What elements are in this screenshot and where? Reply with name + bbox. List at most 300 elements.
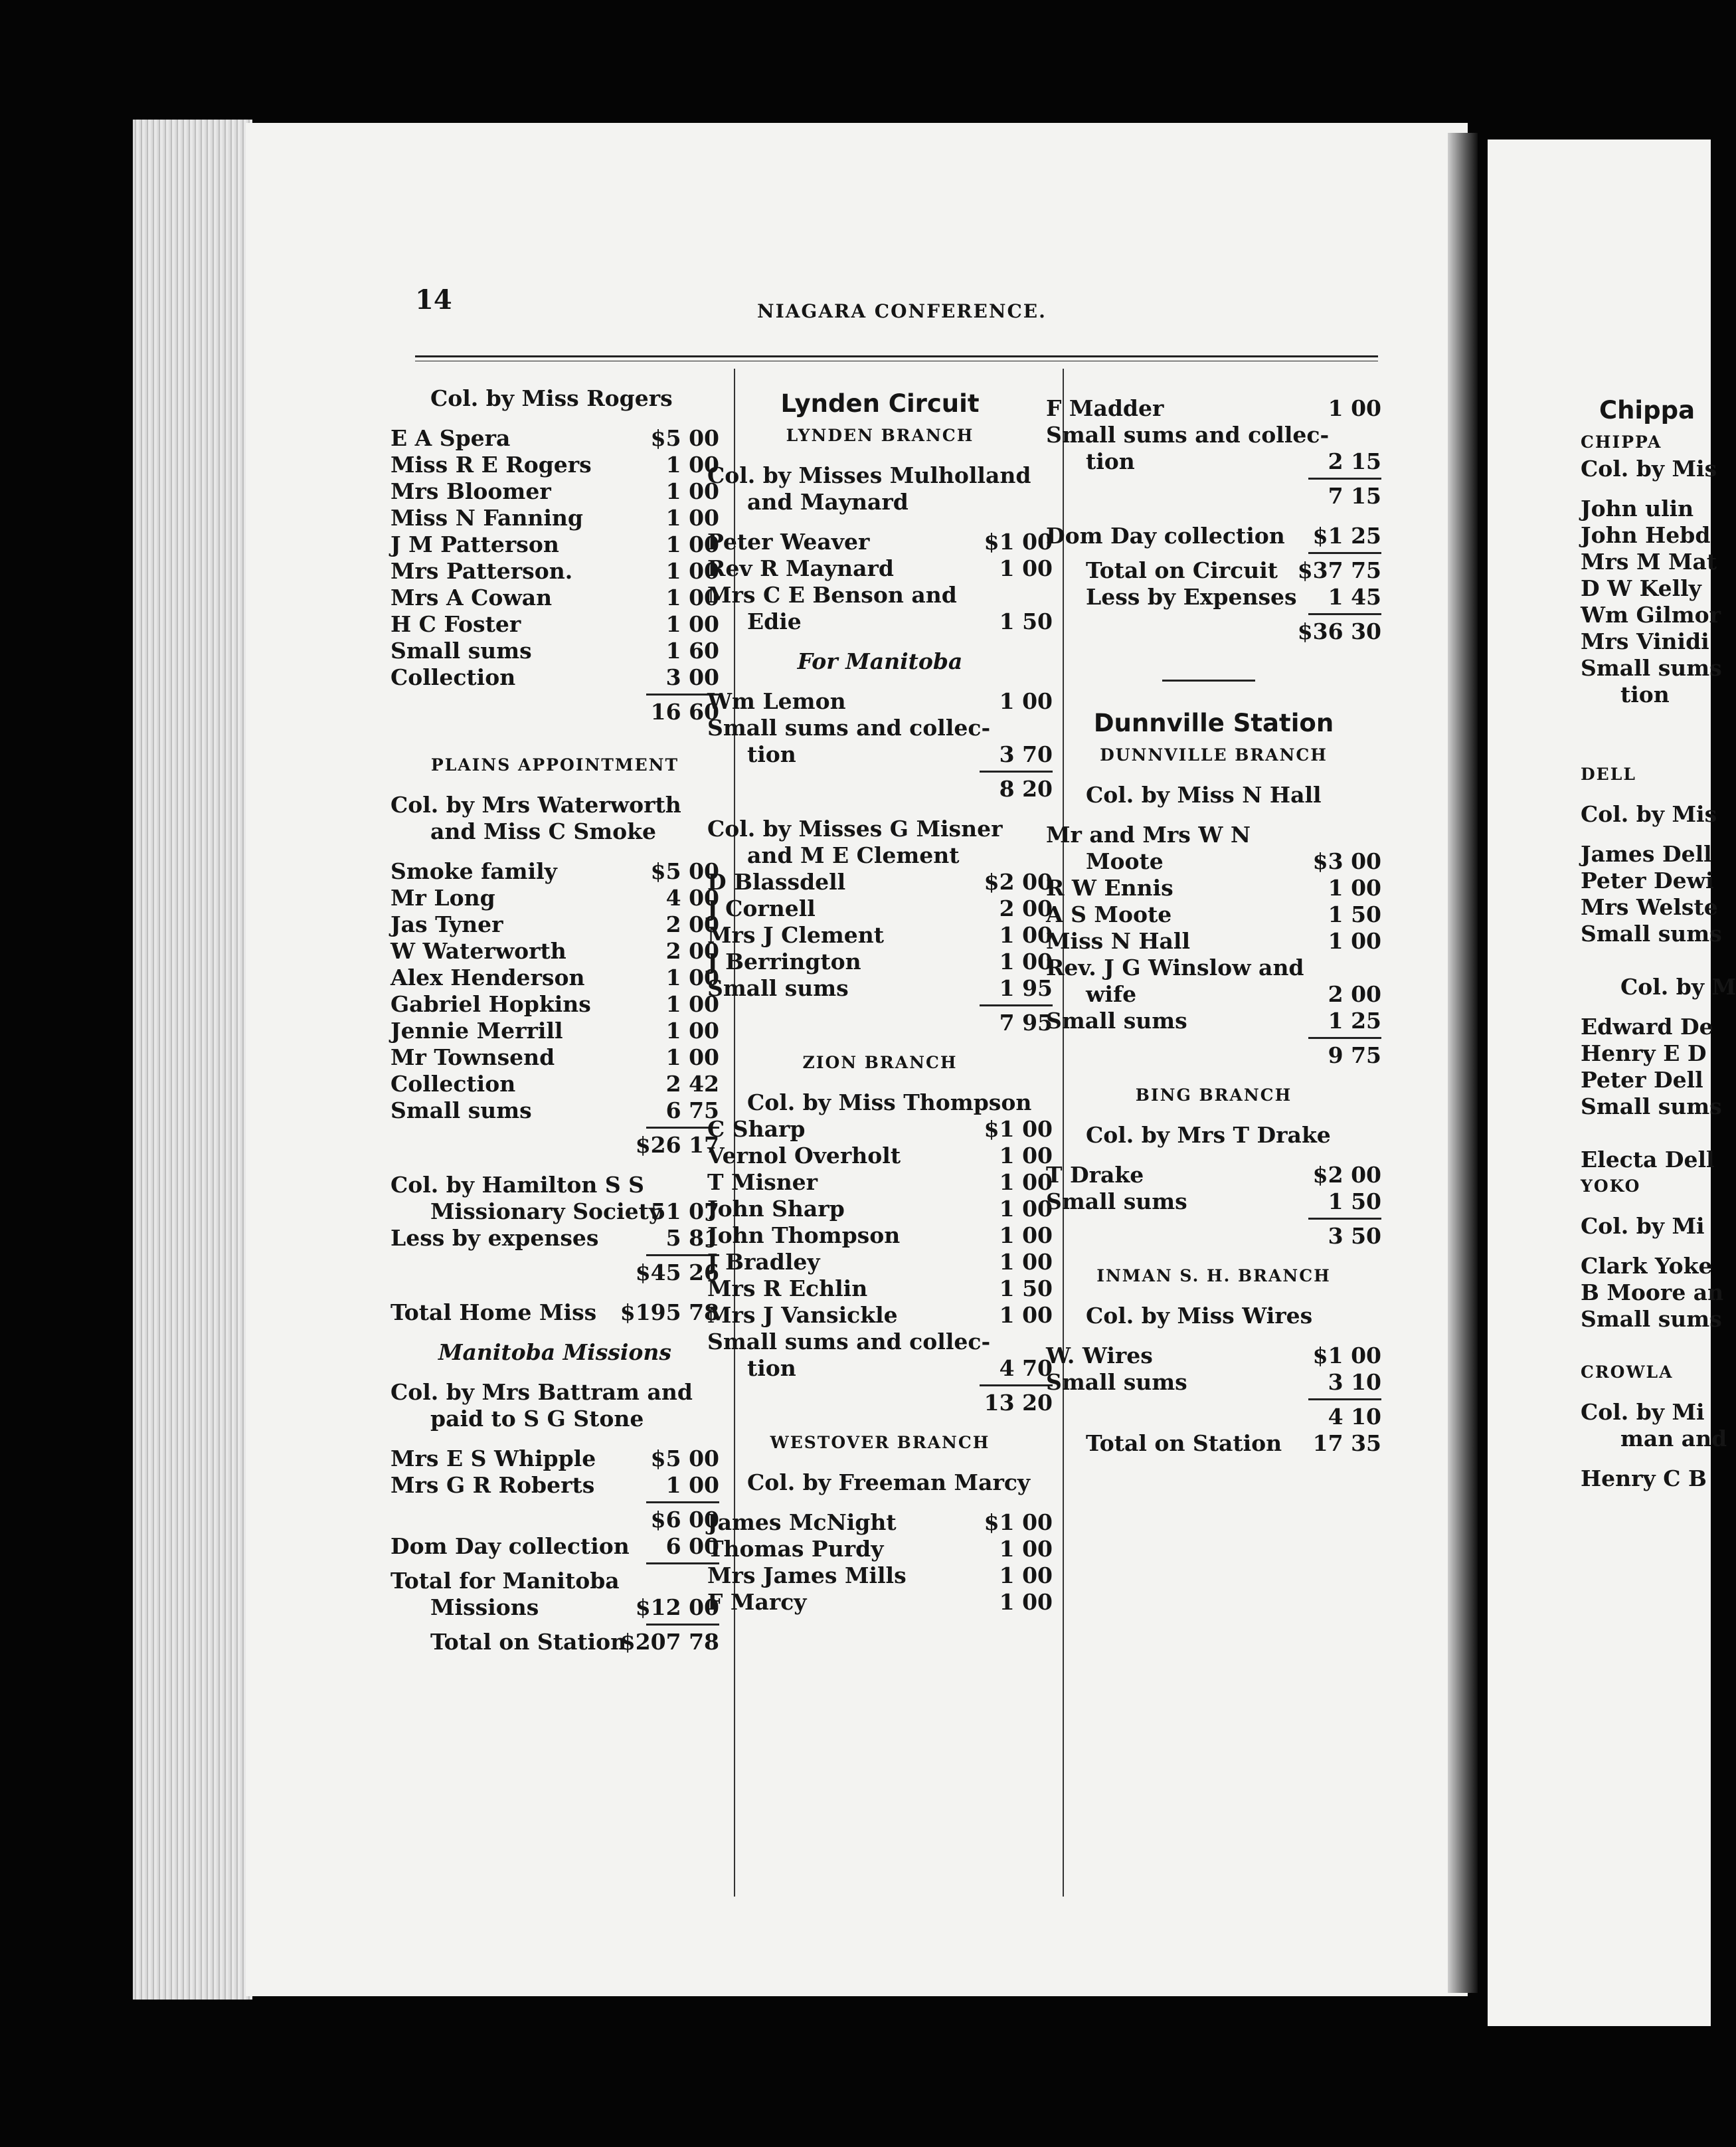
branch-heading: ZION BRANCH [802,1053,958,1072]
entry-amount: $3 00 [1312,848,1381,874]
entry-amount: 1 00 [665,1472,719,1498]
branch-heading: INMAN S. H. BRANCH [1096,1266,1331,1285]
ledger-entry [707,869,1053,895]
entry-name: Jennie Merrill [391,1018,563,1044]
entry-amount: 1 00 [999,1589,1053,1615]
sum-rule [1046,1215,1381,1223]
entry-name: wife [1086,981,1137,1007]
entry-amount: 1 00 [665,478,719,504]
collector-heading: Henry C B [1581,1465,1707,1491]
subtotal [707,776,1053,802]
collector-heading: Small sums [1581,921,1722,947]
spacer [707,635,1053,648]
entry-amount: 1 00 [999,688,1053,714]
entry-name: Mrs J Vansickle [707,1302,898,1328]
collector-heading: Mrs Welste [1581,894,1718,920]
entry-name: Peter Weaver [707,529,870,555]
collector-heading: Col. by M [1620,974,1736,1000]
entry-amount: $1 00 [1312,1343,1381,1368]
ledger-entry [707,1169,1053,1196]
sum-rule [707,768,1053,776]
entry-name: J M Patterson [391,531,559,557]
entry-name: Collection [391,1071,516,1097]
ledger-entry [1046,981,1381,1008]
branch-heading: LYNDEN BRANCH [786,426,974,445]
entry-amount: 1 00 [665,585,719,610]
subtotal-amount: $45 26 [635,1260,719,1285]
spacer [1581,1000,1713,1014]
collector-heading: Col. by Mi [1581,1213,1705,1239]
spacer [1581,735,1713,761]
entry-amount: 1 00 [999,1222,1053,1248]
ledger-entry [391,911,719,938]
spacer [1046,1109,1381,1122]
ledger-entry [391,858,719,885]
collector-heading: Small sums [1581,1306,1722,1332]
entry-amount: 1 60 [665,638,719,664]
sum-rule [391,1124,719,1132]
entry-amount: 2 00 [1328,981,1381,1007]
spacer [707,515,1053,529]
entry-name: Rev R Maynard [707,555,894,581]
ledger-entry [391,452,719,478]
ledger-entry [391,1446,719,1472]
entry-amount: 1 00 [665,991,719,1017]
entry-amount: $5 00 [650,858,719,884]
collector-heading: Wm Gilmor [1581,602,1721,628]
entry-amount: 1 95 [999,975,1053,1001]
spacer [1581,1452,1713,1465]
entry-amount: 1 00 [999,949,1053,975]
entry-name: Small sums [391,1097,532,1123]
sum-rule [707,1382,1053,1390]
subtotal [391,699,719,725]
spacer [1581,482,1713,496]
sum-rule [707,1002,1053,1010]
section-subheading: For Manitoba [797,648,963,674]
entry-amount: 3 10 [1328,1369,1381,1395]
branch-heading: YOKO [1581,1176,1641,1196]
collector-heading: Mrs Vinidi [1581,628,1709,654]
spacer [707,1076,1053,1089]
collector-heading: Peter Dewi [1581,868,1714,893]
entry-name: Mrs Patterson. [391,558,573,584]
entry-name: Gabriel Hopkins [391,991,591,1017]
collector-heading: B Moore an [1581,1279,1724,1305]
entry-name: Small sums [1046,1188,1187,1214]
entry-amount: 2 00 [665,938,719,964]
spacer [1581,788,1713,801]
entry-amount: 4 00 [665,885,719,911]
entry-amount: $1 00 [984,1509,1053,1535]
entry-amount: $1 00 [984,529,1053,555]
collector-heading: John Hebd [1581,522,1711,548]
ledger-entry [391,558,719,585]
entry-name: Mr Long [391,885,495,911]
entry-name: Miss R E Rogers [391,452,592,478]
entry-amount: $2 00 [984,869,1053,895]
entry-amount: 1 00 [665,452,719,478]
branch-heading: WESTOVER BRANCH [770,1433,990,1452]
subtotal [1046,1042,1381,1069]
ledger-entry [707,1143,1053,1169]
entry-name: John Thompson [707,1222,901,1248]
entry-name: Total on Station [1086,1430,1282,1456]
ledger-entry [1046,557,1381,584]
collector-heading: Col. by Misses G Misner [707,816,1003,842]
entry-amount: 1 00 [999,1302,1053,1328]
entry-name: Total on Station [430,1629,627,1655]
collector-heading: Total for Manitoba [391,1568,620,1594]
entry-name: Less by Expenses [1086,584,1297,610]
ledger-entry [1046,875,1381,901]
entry-amount: 2 00 [665,911,719,937]
ledger-entry [1046,928,1381,955]
entry-amount: 1 00 [999,1249,1053,1275]
ledger-entry [707,1222,1053,1249]
entry-name: Mrs J Clement [707,922,885,948]
entry-name: E A Spera [391,425,511,451]
collector-heading: and M E Clement [747,842,960,868]
entry-name: Missionary Society [430,1198,662,1224]
entry-amount: 1 00 [665,1044,719,1070]
entry-name: D Blassdell [707,869,846,895]
ledger-entry [391,1071,719,1097]
entry-name: Mr Townsend [391,1044,555,1070]
spacer [1046,510,1381,523]
collector-heading: Col. by Mi [1581,1399,1705,1425]
spacer [391,1159,719,1172]
collector-heading: Col. by Freeman Marcy [747,1469,1031,1495]
entry-name: C Sharp [707,1116,806,1142]
entry-amount: 3 00 [665,664,719,690]
entry-name: T Drake [1046,1162,1144,1188]
entry-name: James McNight [707,1509,897,1535]
collector-heading: and Miss C Smoke [430,818,657,844]
ledger-entry [707,1275,1053,1302]
collector-heading: Col. by Misses Mulholland [707,462,1031,488]
ledger-entry [707,741,1053,768]
entry-amount: 1 00 [999,1562,1053,1588]
subtotal-amount: 8 20 [999,776,1053,802]
collector-heading: Col. by Miss Wires [1086,1303,1313,1329]
sum-rule [391,1560,719,1568]
collector-heading: Mr and Mrs W N [1046,822,1251,848]
ledger-entry [707,1196,1053,1222]
entry-name: Jas Tyner [391,911,503,937]
entry-amount: 1 25 [1328,1008,1381,1034]
ledger-entry [391,1044,719,1071]
entry-name: R W Ennis [1046,875,1173,901]
spacer [1046,1329,1381,1343]
entry-name: Small sums [1046,1008,1187,1034]
entry-amount: 3 70 [999,741,1053,767]
entry-name: F Madder [1046,395,1164,421]
spacer [1581,828,1713,841]
collector-heading: Peter Dell [1581,1067,1703,1093]
spacer [707,1416,1053,1430]
sum-rule [1046,1396,1381,1404]
entry-name: John Sharp [707,1196,845,1222]
ledger-entry [707,1536,1053,1562]
collector-heading: Col. by Mrs Waterworth [391,792,681,818]
entry-name: Mrs R Echlin [707,1275,868,1301]
spacer [1581,947,1713,974]
collector-heading: Small sums and collec- [707,1329,991,1354]
entry-amount: $207 78 [620,1629,719,1655]
entry-amount: 1 00 [1328,928,1381,954]
entry-amount: 1 45 [1328,584,1381,610]
collector-heading: Edward De [1581,1014,1713,1040]
spacer [707,1456,1053,1469]
entry-name: Miss N Fanning [391,505,583,531]
ledger-entry [391,885,719,911]
subtotal [1046,1223,1381,1250]
ledger-entry [707,895,1053,922]
subtotal-amount: 9 75 [1328,1042,1381,1068]
sum-rule [1046,475,1381,483]
entry-name: H C Foster [391,611,521,637]
ledger-entry [391,1533,719,1560]
spacer [391,725,719,752]
ledger-entry [391,664,719,691]
ledger-entry [391,1198,719,1225]
entry-amount: 2 00 [999,895,1053,921]
ledger-entry [707,1302,1053,1329]
ledger-entry [391,1629,719,1655]
entry-name: Dom Day collection [1046,523,1285,549]
ledger-entry [707,1562,1053,1589]
ledger-entry [391,505,719,531]
sum-rule [1046,549,1381,557]
ledger-entry [707,608,1053,635]
entry-name: Mrs Bloomer [391,478,551,504]
entry-name: Moote [1086,848,1164,874]
entry-name: tion [1086,448,1135,474]
entry-name: W. Wires [1046,1343,1153,1368]
spacer [391,779,719,792]
ledger-entry [707,555,1053,582]
ledger-entry [391,478,719,505]
ledger-entry [707,1249,1053,1275]
ledger-entry [391,1018,719,1044]
entry-name: Edie [747,608,802,634]
entry-name: tion [747,741,796,767]
subtotal [707,1390,1053,1416]
page-number: 14 [415,284,452,316]
ledger-entry [1046,1188,1381,1215]
column-2 [707,385,1053,1616]
entry-amount: 1 00 [1328,875,1381,901]
collector-heading: Mrs M Mat [1581,549,1717,575]
column-3 [1046,395,1381,1457]
spacer [1046,692,1381,705]
collector-heading: paid to S G Stone [430,1406,644,1432]
entry-amount: 1 00 [665,611,719,637]
collector-heading: Small sums [1581,655,1722,681]
entry-amount: 1 00 [999,1196,1053,1222]
ledger-entry [1046,1008,1381,1034]
collector-heading: Small sums and collec- [707,715,991,741]
branch-heading: CROWLA [1581,1362,1674,1382]
ledger-entry [391,991,719,1018]
ledger-entry [1046,584,1381,610]
collector-heading: Electa Dell [1581,1147,1715,1172]
entry-amount: 51 07 [650,1198,719,1224]
subtotal-amount: 13 20 [984,1390,1053,1416]
collector-heading: Col. by Miss N Hall [1086,782,1322,808]
entry-name: Missions [430,1594,539,1620]
ledger-entry [1046,448,1381,475]
spacer [391,845,719,858]
entry-amount: 4 70 [999,1355,1053,1381]
entry-amount: $37 75 [1297,557,1381,583]
spacer [1581,1240,1713,1253]
subtotal-amount: $36 30 [1297,618,1381,644]
entry-amount: $1 25 [1312,523,1381,549]
subtotal-amount: 7 15 [1328,483,1381,509]
entry-amount: 1 50 [999,1275,1053,1301]
ledger-entry [1046,1162,1381,1188]
sum-rule [391,1621,719,1629]
subtotal-amount: $26 17 [635,1132,719,1158]
ledger-entry [391,425,719,452]
entry-name: A S Moote [1046,901,1172,927]
collector-heading: Col. by Miss Thompson [747,1089,1032,1115]
entry-name: Mrs E S Whipple [391,1446,596,1471]
spacer [1046,1149,1381,1162]
ledger-entry [1046,1343,1381,1369]
sum-rule [1046,1034,1381,1042]
collector-heading: Col. by Mis [1581,801,1717,827]
ledger-entry [707,1589,1053,1616]
ledger-entry [707,949,1053,975]
ledger-entry [391,1594,719,1621]
collector-heading: Small sums [1581,1093,1722,1119]
entry-name: Vernol Overholt [707,1143,901,1168]
circuit-title: Chippa [1599,396,1695,424]
ledger-entry [707,975,1053,1002]
branch-heading: BING BRANCH [1135,1085,1292,1105]
entry-amount: 1 00 [999,1169,1053,1195]
entry-name: Small sums [391,638,532,664]
entry-name: Small sums [707,975,849,1001]
entry-name: J Cornell [707,895,816,921]
spacer [1581,708,1713,735]
entry-amount: $5 00 [650,425,719,451]
collector-heading: D W Kelly [1581,575,1701,601]
entry-amount: 17 35 [1312,1430,1381,1456]
spacer [391,1326,719,1339]
entry-name: W Waterworth [391,938,566,964]
header-rule [415,355,1378,361]
collector-heading: Col. by Mis [1581,456,1717,482]
collector-heading: Col. by Mrs Battram and [391,1379,693,1405]
entry-amount: 6 75 [665,1097,719,1123]
ledger-entry [707,1355,1053,1382]
entry-amount: 5 81 [665,1225,719,1251]
collector-heading: Col. by Miss Rogers [430,385,673,411]
spacer [1581,1200,1713,1213]
entry-amount: 1 00 [665,505,719,531]
ledger-entry [1046,1369,1381,1396]
entry-name: Dom Day collection [391,1533,630,1559]
spacer [1581,1386,1713,1399]
ledger-entry [391,1472,719,1499]
ledger-entry [707,529,1053,555]
collector-heading: Col. by Mrs T Drake [1086,1122,1331,1148]
subtotal-amount: $6 00 [650,1507,719,1533]
branch-heading: PLAINS APPOINTMENT [430,755,679,775]
entry-amount: 1 50 [1328,1188,1381,1214]
entry-name: Collection [391,664,516,690]
subtotal [1046,483,1381,510]
subtotal [391,1507,719,1533]
entry-amount: 1 50 [1328,901,1381,927]
collector-heading: James Dell [1581,841,1712,867]
spacer [1046,1289,1381,1303]
ledger-entry [391,938,719,965]
spacer [707,449,1053,462]
spacer [707,1036,1053,1050]
collector-heading: tion [1620,682,1670,707]
spacer [1581,1333,1713,1359]
ledger-entry [391,531,719,558]
entry-amount: 1 00 [665,1018,719,1044]
sum-rule [391,1252,719,1260]
ledger-entry [391,965,719,991]
subtotal-amount: 3 50 [1328,1223,1381,1249]
column-4-facing [1581,392,1736,1492]
ledger-entry [707,688,1053,715]
spacer [1581,1120,1713,1147]
entry-name: Smoke family [391,858,557,884]
entry-name: Total on Circuit [1086,557,1278,583]
ledger-entry [1046,1430,1381,1457]
ledger-entry [391,1225,719,1252]
spacer [1046,1069,1381,1082]
branch-heading: CHIPPA [1581,432,1662,452]
collector-heading: and Maynard [747,489,909,515]
sum-rule [391,691,719,699]
spacer [391,1286,719,1299]
ledger-entry [1046,901,1381,928]
subtotal [391,1132,719,1159]
entry-name: Mrs G R Roberts [391,1472,595,1498]
collector-heading: Col. by Hamilton S S [391,1172,644,1198]
entry-name: Alex Henderson [391,965,585,990]
entry-amount: 1 00 [999,555,1053,581]
subtotal-amount: 16 60 [650,699,719,725]
subtotal [707,1010,1053,1036]
subtotal [1046,618,1381,645]
spacer [1046,769,1381,782]
entry-name: Mrs James Mills [707,1562,907,1588]
spacer [707,802,1053,816]
entry-amount: $12 00 [635,1594,719,1620]
ledger-entry [391,1097,719,1124]
entry-name: Miss N Hall [1046,928,1190,954]
entry-amount: $195 78 [620,1299,719,1325]
spacer [391,412,719,425]
collector-heading: Small sums and collec- [1046,422,1330,448]
spacer [1046,808,1381,822]
spacer [1046,645,1381,672]
entry-name: Mrs A Cowan [391,585,553,610]
entry-name: T Misner [707,1169,818,1195]
entry-name: Wm Lemon [707,688,846,714]
column-1 [391,385,719,1655]
